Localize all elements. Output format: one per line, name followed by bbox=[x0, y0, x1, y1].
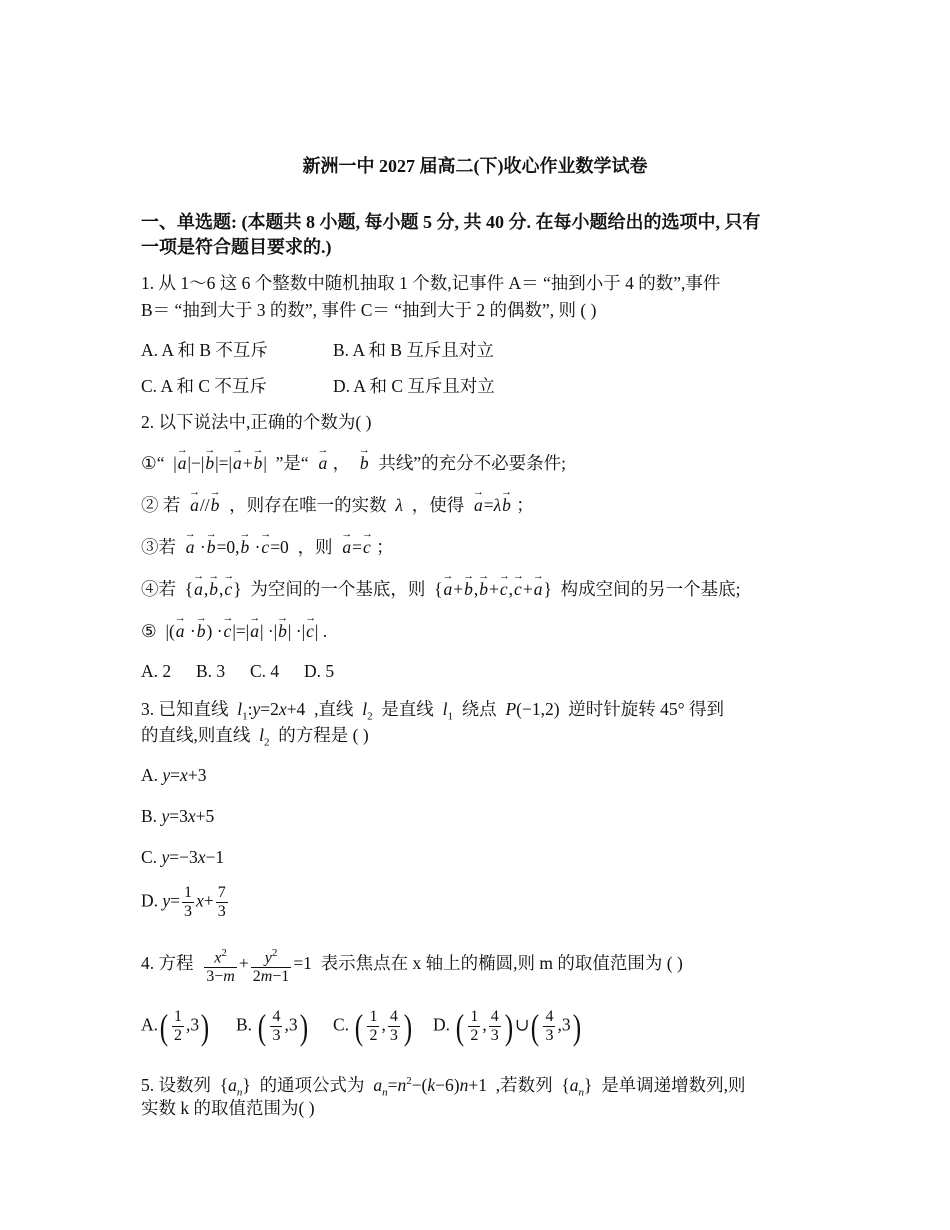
page-title: 新洲一中 2027 届高二(下)收心作业数学试卷 bbox=[302, 156, 648, 176]
q2-s4-tail: 构成空间的另一个基底; bbox=[560, 579, 741, 599]
q2-s1-prefix: ①“ bbox=[141, 453, 165, 473]
vector-a: → a bbox=[317, 452, 328, 474]
q5-stem-line1: 5. 设数列 $\{a_n\}$ 的通项公式为 $a_n=n^2-(k-6)n+1$ ,若数列 $\{a_n\}$ 是单调递增数列,则 bbox=[141, 1074, 746, 1099]
q2-s4-prefix: ④若 bbox=[141, 579, 176, 599]
q4-option-a: A.( $\frac{1}{2}$ ,3) bbox=[141, 1006, 210, 1047]
q2-statement-5: ⑤ |(→ a ·→ b) ·→ c|=|→ a| ·|→ b| ·|→ c| . bbox=[141, 620, 327, 642]
q4-stem: 4. 方程 $\frac{x^2}{3-m}$ + $\frac{y^2}{2m-1}$ =1 表示焦点在 x 轴上的椭圆,则 m 的取值范围为 ( ) bbox=[141, 944, 683, 986]
q2-option-a: A. 2 bbox=[141, 661, 172, 681]
q4-option-c: C. ( $\frac{1}{2}$ , $\frac{4}{3}$ ) bbox=[333, 1006, 413, 1047]
q2-s2-mid: ，则存在唯一的实数 bbox=[229, 495, 387, 515]
q2-option-c: C. 4 bbox=[250, 661, 280, 681]
q2-s4-mid: 为空间的一个基底，则 bbox=[250, 579, 426, 599]
q1-option-a: A. A 和 B 不互斥 bbox=[141, 340, 268, 360]
q2-statement-4: ④若 {→ a,→ b,→ c} 为空间的一个基底，则 {→ a+→ b,→ b+→ c,→ c+→ a} 构成空间的另一个基底; bbox=[141, 578, 740, 600]
q2-option-d: D. 5 bbox=[304, 661, 335, 681]
q2-s3-mid: ，则 bbox=[297, 537, 333, 557]
q2-s1-formula: |→ a|−|→ b|=|→ a+→ b| bbox=[173, 453, 267, 473]
q2-statement-3: ③若 → a ·→ b=0,→ b ·→ c=0 ，则 → a=→ c ； bbox=[141, 536, 394, 558]
q4-option-d: D. ( $\frac{1}{2}$ , $\frac{4}{3}$ ) ∪( $\frac{4}{3}$ ,3) bbox=[433, 1006, 581, 1047]
q3-option-b: B. y=3x+5 bbox=[141, 806, 215, 826]
q5-stem-line2: 实数 k 的取值范围为( ) bbox=[141, 1098, 315, 1118]
q2-option-b: B. 3 bbox=[196, 661, 226, 681]
section-heading-line2: 一项是符合题目要求的.) bbox=[141, 237, 332, 257]
q4-option-b: B. ( $\frac{4}{3}$ ,3) bbox=[236, 1006, 308, 1047]
q1-option-d: D. A 和 C 互斥且对立 bbox=[333, 376, 495, 396]
q1-option-b: B. A 和 B 互斥且对立 bbox=[333, 340, 494, 360]
q3-option-a: A. y=x+3 bbox=[141, 765, 207, 785]
q3-stem-line1: 3. 已知直线 $l_1:y=2x+4$ ,直线 $l_2$ 是直线 $l_1$ 绕点 P(−1,2) 逆时针旋转 45° 得到 bbox=[141, 699, 725, 723]
q2-s5-prefix: ⑤ bbox=[141, 621, 157, 641]
q2-statement-1: ①“ |→ a|−|→ b|=|→ a+→ b| ”是“ → a ， → b 共线”的充分不必要条件; bbox=[141, 452, 566, 474]
q1-stem-line1: 1. 从 1～6 这 6 个整数中随机抽取 1 个数,记事件 A＝ “抽到小于 4 的数”,事件 bbox=[141, 273, 721, 293]
q3-option-d: D. y= $\frac{1}{3}$ x+ $\frac{7}{3}$ bbox=[141, 884, 226, 920]
q2-s2-mid2: ，使得 bbox=[411, 495, 465, 515]
q2-s1-suffix: ”是“ bbox=[275, 453, 309, 473]
q2-s2-prefix: ② 若 bbox=[141, 495, 181, 515]
q2-stem: 2. 以下说法中,正确的个数为( ) bbox=[141, 412, 372, 432]
q3-option-c: C. y=−3x−1 bbox=[141, 847, 225, 867]
q2-s3-prefix: ③若 bbox=[141, 537, 176, 557]
q2-statement-2: ② 若 → a//→ b ，则存在唯一的实数 λ ，使得 → a=λ→ b ； bbox=[141, 494, 534, 516]
section-heading-line1: 一、单选题: (本题共 8 小题, 每小题 5 分, 共 40 分. 在每小题给出的选项中, 只有 bbox=[141, 212, 761, 232]
q2-s1-tail: 共线”的充分不必要条件; bbox=[378, 453, 566, 473]
q1-stem-line2: B＝ “抽到大于 3 的数”, 事件 C＝ “抽到大于 2 的偶数”, 则 ( ) bbox=[141, 300, 597, 320]
vector-b: → b bbox=[359, 452, 370, 474]
q1-option-c: C. A 和 C 不互斥 bbox=[141, 376, 267, 396]
q3-stem-line2: 的直线,则直线 $l_2$ 的方程是 ( ) bbox=[141, 725, 369, 749]
